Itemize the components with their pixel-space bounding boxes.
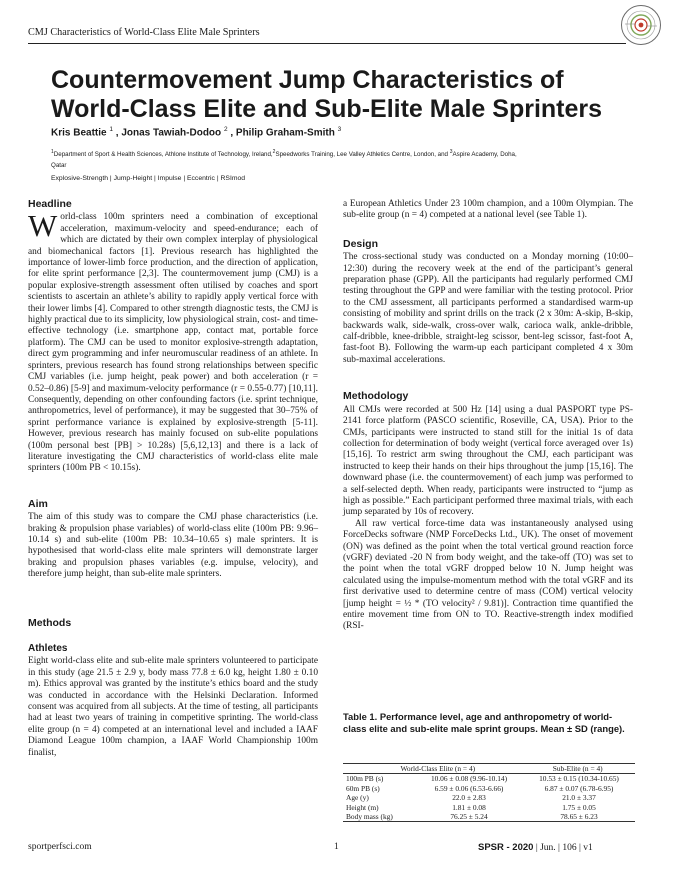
table-cell: 60m PB (s) <box>346 783 380 793</box>
methodology-paragraph-2: All raw vertical force-time data was instantaneously analysed using ForceDecks software (NMP ForceDecks Ltd., UK). The onset of movement (ON) was defined as the point when the total vertical ground reaction force (vGRF) deviated -20 N from body weight, and the take-off (TO) was set to the point when the total vGRF dropped below 10 N. Jump height was calculated using the impulse-momentum method with the total vGRF and its first derivative used to determine centre of mass (COM) vertical velocity [jump height = ½ * (TO velocity² / 9.81)]. Contraction time quantified the entire movement time from ON to TO. Reactive-strength index modified (RSI- <box>343 518 633 632</box>
footer-website: sportperfsci.com <box>28 842 92 852</box>
headline-text: orld-class 100m sprinters need a combination of exceptional acceleration, maximum-velocity and speed-endurance; each of which are dictated by their own complex interplay of physiological and biomechanical factors [1]. Previous research has highlighted the importance of lower-limb force production, and the direction of application, for elite sprint performance [2,3]. The countermovement jump (CMJ) is a popular explosive-strength assessment often utilised by coaches and sport scientists to ascertain an athlete’s ability to rapidly apply vertical force with their lower limbs [4]. Compared to other strength diagnostic tests, the CMJ is highly practical due to its simplicity, low physiological strain, cost- and time-effective technology (i.e. smartphone app, contact mat, portable force platform). The CMJ can be used to monitor explosive-strength adaptation, direct gym programming and infer neuromuscular readiness of an athlete. In sprinters, previous research has found strong relationships between specific CMJ variables (i.e. jump height, peak power) and both acceleration (r = 0.52–0.86) [5-9] and maximum-velocity performance (r = 0.55-0.77) [10,11]. Consequently, depending on other confounding factors (i.e. sprint technique, anthropometrics, level of performance), it may be suggested that 30–75% of sprint performance variance is explained by explosive-strength [5-11]. However, previous research has mainly focused on sub-elite populations (100m personal best [PB] > 10.28s) [5,6,12,13] and there is a lack of literature investigating the CMJ characteristics of world-class elite male sprinters (100m PB < 10.15s). <box>28 212 318 474</box>
keywords: Explosive-Strength | Jump-Height | Impulse | Eccentric | RSImod <box>51 175 246 182</box>
title-line-2: World-Class Elite and Sub-Elite Male Sprinters <box>51 95 603 123</box>
athletes-paragraph-continued: a European Athletics Under 23 100m champion, and a 100m Olympian. The sub-elite group (n = 4) competed at a national level (see Table 1). <box>343 199 633 221</box>
section-heading-design: Design <box>343 237 379 250</box>
design-paragraph: The cross-sectional study was conducted on a Monday morning (10:00–12:30) during the recovery week at the end of the participant’s general preparation phase (GPP). All the participants had regularly performed CMJ testing throughout the GPP and were familiar with the testing protocol. Prior to the CMJ assessment, all participants performed a standardised warm-up consisting of mobility and sprint drills on the track (2 x 30m: A-skip, B-skip, backwards walk, side-walk, cross-over walk, carioca walk, ankle-dribble, calf-dribble, knee-dribble, straight-leg scissor, bent-leg scissor, fast-foot A, fast-foot B). Following the warm-up each participant completed 4 x 30m sub-maximal accelerations. <box>343 252 633 365</box>
running-head: CMJ Characteristics of World-Class Elite Male Sprinters <box>28 27 260 38</box>
issue-info: | Jun. | 106 | v1 <box>535 843 593 853</box>
author-name: Philip Graham-Smith <box>235 127 335 139</box>
table-caption: Table 1. Performance level, age and anthropometry of world-class elite and sub-elite male sprint groups. Mean ± SD (range). <box>343 711 625 734</box>
header-rule <box>28 43 626 44</box>
author-name: Jonas Tawiah-Dodoo <box>121 127 222 139</box>
table-header-row <box>343 764 635 773</box>
author-affiliation-mark: 1 <box>109 126 113 133</box>
subsection-heading-athletes: Athletes <box>28 643 68 654</box>
table-row <box>343 784 635 793</box>
table-cell: 10.06 ± 0.08 (9.96-10.14) <box>430 774 508 784</box>
table-cell: 21.0 ± 3.37 <box>562 793 596 803</box>
data-table <box>343 764 635 773</box>
table-row <box>343 774 635 783</box>
data-table-body <box>343 774 635 821</box>
headline-paragraph <box>28 208 318 474</box>
table-cell: 1.81 ± 0.08 <box>452 802 486 812</box>
journal-seal-logo <box>620 4 662 46</box>
table-row <box>343 793 635 802</box>
left-column <box>28 199 318 759</box>
author-list: Kris Beattie $^1$ , Jonas Tawiah-Dodoo $^2$ , Philip Graham-Smith $^3$ <box>51 126 342 139</box>
drop-cap: W <box>28 208 58 244</box>
athletes-paragraph: Eight world-class elite and sub-elite male sprinters volunteered to participate in this study (age 21.5 ± 2.9 y, body mass 77.8 ± 6.0 kg, height 1.80 ± 0.10 m). Ethics approval was granted by the institute’s ethics board and the study was conducted in accordance with the Helsinki Declaration. Informed consent was acquired from all subjects. At the time of testing, all participants had at least two years of training in competitive sprinting. The world-class elite group (n = 4) competed at an international level and included a IAAF Diamond League 100m champion, a IAAF World Championship 100m finalist, <box>28 656 318 758</box>
page-number: 1 <box>334 842 339 852</box>
table-cell: 78.65 ± 6.23 <box>560 812 598 822</box>
section-heading-methodology: Methodology <box>343 390 409 403</box>
table-cell: Age (y) <box>346 793 369 803</box>
table-cell: 22.0 ± 2.83 <box>452 793 486 803</box>
table-cell: 6.87 ± 0.07 (6.78-6.95) <box>544 783 614 793</box>
author-affiliation-mark: 3 <box>337 126 342 133</box>
table-1 <box>343 763 635 822</box>
table-cell: 6.59 ± 0.06 (6.53-6.66) <box>434 783 504 793</box>
column-header: World-Class Elite (n = 4) <box>400 764 476 773</box>
table-cell: Body mass (kg) <box>346 812 393 822</box>
table-row <box>343 803 635 812</box>
table-row <box>343 812 635 821</box>
title-line-1: Countermovement Jump Characteristics of <box>51 66 564 94</box>
author-affiliation-mark: 2 <box>223 126 228 133</box>
aim-paragraph: The aim of this study was to compare the CMJ phase characteristics (i.e. braking & propulsion phase variables) of world-class elite (100m PB: 9.96–10.14 s) and sub-elite (100m PB: 10.34–10.65 s) male sprinters. It is hypothesised that world-class elite male sprinters will demonstrate larger braking and propulsion phases variables (e.g. impulse, velocity), and therefore jump height, than sub-elite male sprinters. <box>28 512 318 580</box>
table-cell: 76.25 ± 5.24 <box>450 812 488 822</box>
section-heading-headline: Headline <box>28 198 72 210</box>
author-name: Kris Beattie <box>51 127 107 139</box>
section-heading-methods: Methods <box>28 616 72 629</box>
footer-journal-info <box>478 842 593 853</box>
column-header <box>343 764 355 773</box>
table-cell: 100m PB (s) <box>346 774 384 784</box>
methodology-paragraph-1: All CMJs were recorded at 500 Hz [14] using a dual PASPORT type PS-2141 force platform (PASCO scientific, Roseville, CA, USA). Prior to the CMJs, participants were instructed to stand still for the initial 1s of data collection for determination of body weight (vertical force averaged over 1s) [15,16]. To restrict arm swing throughout the CMJ, each participant was instructed to keep their hands on their hips throughout the jump [15,16]. The downward phase (i.e. the countermovement) of each jump was performed to a self-selected depth. When ready, participants were instructed to “jump as high as possible.” Each participant performed three maximal trials, with each jump separated by 10s of recovery. <box>343 404 633 518</box>
paper-title <box>51 66 651 124</box>
journal-name: SPSR - 2020 <box>478 842 534 853</box>
affiliations: $^1$Department of Sport & Health Sciences, Athlone Institute of Technology, Ireland,$^2$Speedworks Training, Lee Valley Athletics Centre, London, and $^3$Aspire Academy, Doha, Qatar <box>51 149 517 169</box>
table-cell: Height (m) <box>346 802 379 812</box>
table-cell: 1.75 ± 0.05 <box>562 802 596 812</box>
column-header: Sub-Elite (n = 4) <box>552 764 603 773</box>
table-cell: 10.53 ± 0.15 (10.34-10.65) <box>539 774 619 784</box>
section-heading-aim: Aim <box>28 497 48 510</box>
right-column <box>343 199 633 633</box>
